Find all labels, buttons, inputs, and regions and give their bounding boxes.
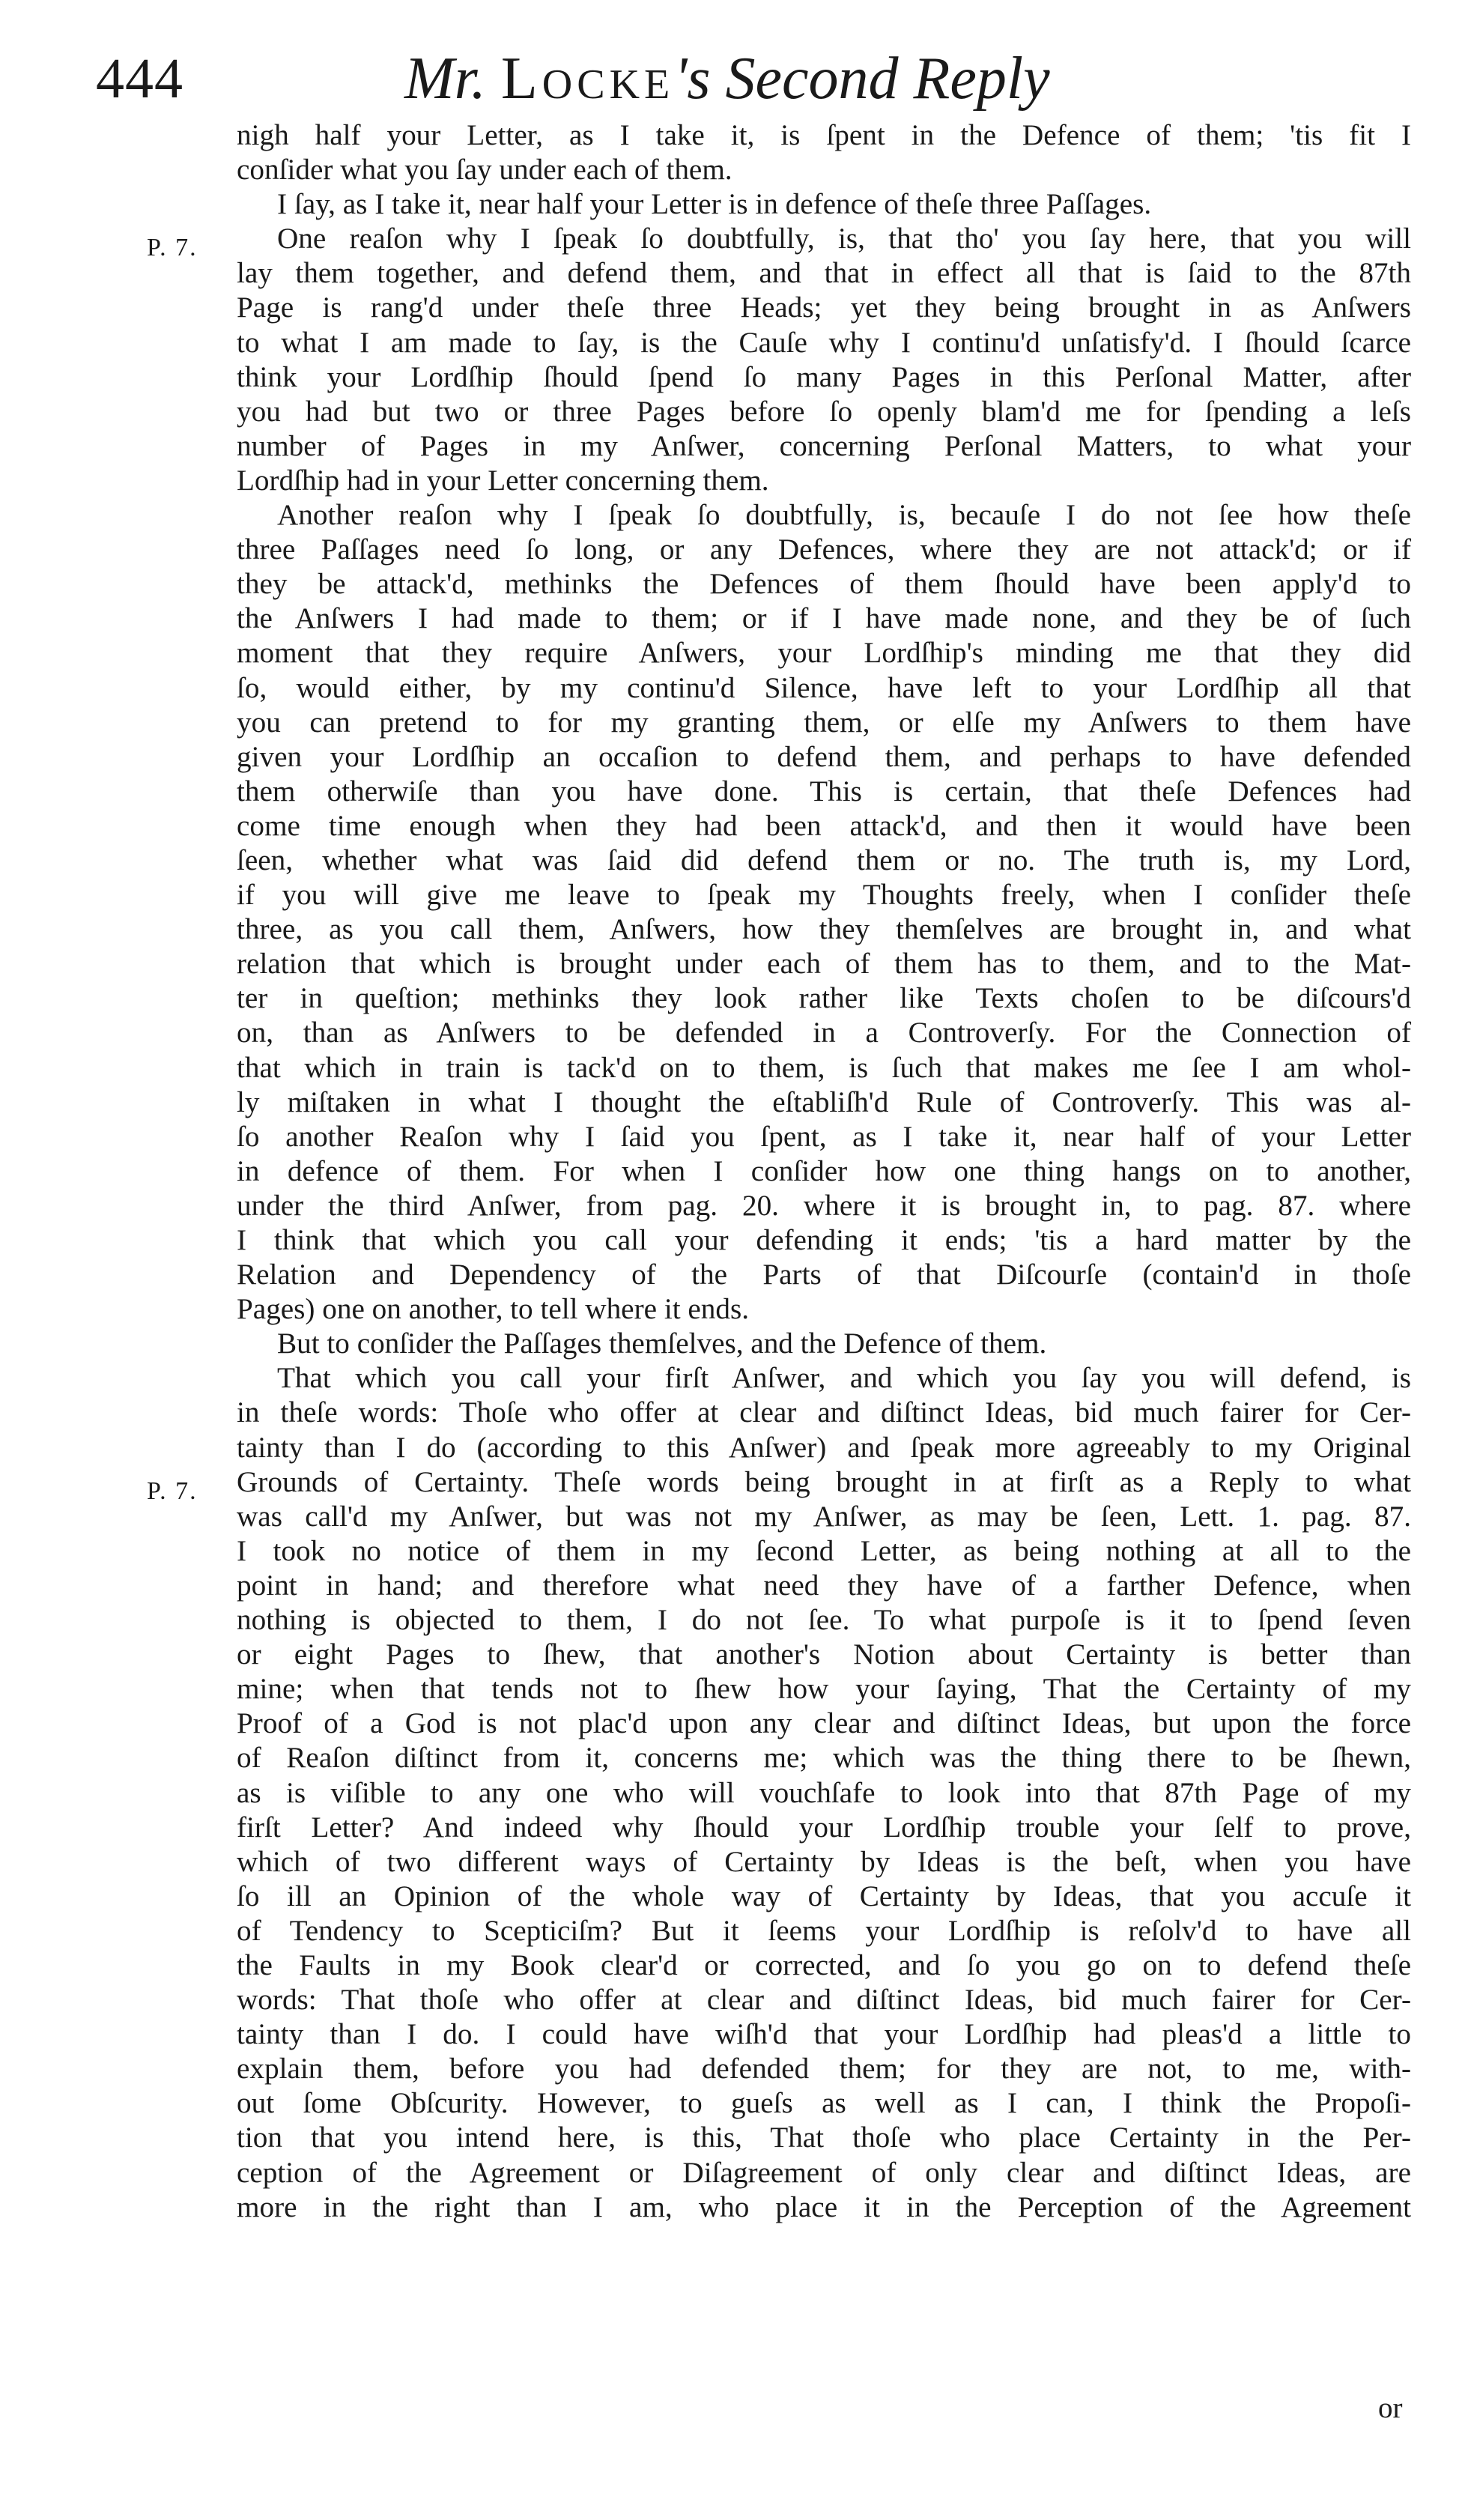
text-line: ter in queſtion; methinks they look rather like Texts choſen to be diſcours'd bbox=[237, 982, 1411, 1015]
margin-note: P. 7. bbox=[147, 234, 198, 261]
running-title bbox=[404, 45, 1228, 113]
text-line: relation that which is brought under each of them has to them, and to the Mat- bbox=[237, 948, 1411, 981]
text-line: Proof of a God is not plac'd upon any clear and diſtinct Ideas, but upon the force bbox=[237, 1707, 1411, 1740]
text-line: Another reaſon why I ſpeak ſo doubtfully, is, becauſe I do not ſee how theſe bbox=[277, 499, 1411, 532]
text-line: tainty than I do (according to this Anſwer) and ſpeak more agreeably to my Original bbox=[237, 1431, 1411, 1464]
text-line: tion that you intend here, is this, That thoſe who place Certainty in the Per- bbox=[237, 2121, 1411, 2154]
running-title-name: Locke bbox=[500, 46, 675, 112]
text-line: I ſay, as I take it, near half your Letter is in defence of theſe three Paſſages. bbox=[277, 188, 1152, 221]
body-text bbox=[237, 118, 1411, 2259]
text-line: ception of the Agreement or Diſagreement of only clear and diſtinct Ideas, are bbox=[237, 2156, 1411, 2189]
text-line: tainty than I do. I could have wiſh'd that your Lordſhip had pleas'd a little to bbox=[237, 2018, 1411, 2051]
text-line: words: That thoſe who offer at clear and diſtinct Ideas, bid much fairer for Cer- bbox=[237, 1984, 1411, 2017]
text-line: That which you call your firſt Anſwer, and which you ſay you will defend, is bbox=[277, 1362, 1411, 1395]
text-line: explain them, before you had defended them; for they are not, to me, with- bbox=[237, 2053, 1411, 2086]
text-line: But to conſider the Paſſages themſelves, and the Defence of them. bbox=[277, 1327, 1047, 1360]
text-line: in theſe words: Thoſe who offer at clear and diſtinct Ideas, bid much fairer for Cer- bbox=[237, 1396, 1411, 1429]
text-line: Grounds of Certainty. Theſe words being brought in at firſt as a Reply to what bbox=[237, 1465, 1411, 1498]
text-line: on, than as Anſwers to be defended in a Controverſy. For the Connection of bbox=[237, 1017, 1411, 1050]
text-line: more in the right than I am, who place it in the Perception of the Agreement bbox=[237, 2190, 1411, 2223]
text-line: ſo, would either, by my continu'd Silence, have left to your Lordſhip all that bbox=[237, 671, 1411, 704]
text-line: mine; when that tends not to ſhew how your ſaying, That the Certainty of my bbox=[237, 1673, 1411, 1706]
text-line: them otherwiſe than you have done. This is certain, that theſe Defences had bbox=[237, 775, 1411, 808]
running-header bbox=[0, 45, 1459, 120]
text-line: out ſome Obſcurity. However, to gueſs as well as I can, I think the Propoſi- bbox=[237, 2087, 1411, 2120]
text-line: of Tendency to Scepticiſm? But it ſeems your Lordſhip is reſolv'd to have all bbox=[237, 1914, 1411, 1947]
page-number: 444 bbox=[96, 47, 183, 110]
text-line: in defence of them. For when I conſider how one thing hangs on to another, bbox=[237, 1154, 1411, 1187]
text-line: under the third Anſwer, from pag. 20. where it is brought in, to pag. 87. where bbox=[237, 1189, 1411, 1222]
text-line: moment that they require Anſwers, your Lordſhip's minding me that they did bbox=[237, 637, 1411, 670]
text-line: they be attack'd, methinks the Defences of them ſhould have been apply'd to bbox=[237, 568, 1411, 601]
text-line: ſo ill an Opinion of the whole way of Certainty by Ideas, that you accuſe it bbox=[237, 1880, 1411, 1912]
text-line: Relation and Dependency of the Parts of that Diſcourſe (contain'd in thoſe bbox=[237, 1259, 1411, 1291]
text-line: of Reaſon diſtinct from it, concerns me; which was the thing there to be ſhewn, bbox=[237, 1742, 1411, 1775]
running-title-prefix: Mr. bbox=[404, 46, 501, 112]
catchword: or bbox=[1378, 2392, 1403, 2424]
text-line: number of Pages in my Anſwer, concerning Perſonal Matters, to what your bbox=[237, 429, 1411, 462]
text-line: which of two different ways of Certainty by Ideas is the beſt, when you have bbox=[237, 1845, 1411, 1878]
text-line: ly miſtaken in what I thought the eſtabliſh'd Rule of Controverſy. This was al- bbox=[237, 1085, 1411, 1118]
text-line: Lordſhip had in your Letter concerning them. bbox=[237, 464, 769, 497]
text-line: given your Lordſhip an occaſion to defend them, and perhaps to have defended bbox=[237, 740, 1411, 773]
text-line: three, as you call them, Anſwers, how they themſelves are brought in, and what bbox=[237, 913, 1411, 946]
text-line: One reaſon why I ſpeak ſo doubtfully, is, that tho' you ſay here, that you will bbox=[277, 222, 1411, 255]
text-line: firſt Letter? And indeed why ſhould your Lordſhip trouble your ſelf to prove, bbox=[237, 1811, 1411, 1844]
text-line: as is viſible to any one who will vouchſafe to look into that 87th Page of my bbox=[237, 1776, 1411, 1809]
text-line: three Paſſages need ſo long, or any Defences, where they are not attack'd; or if bbox=[237, 533, 1411, 566]
margin-note: P. 7. bbox=[147, 1477, 198, 1505]
running-title-suffix: 's Second Reply bbox=[674, 46, 1050, 112]
text-line: you can pretend to for my granting them, or elſe my Anſwers to them have bbox=[237, 706, 1411, 739]
text-line: that which in train is tack'd on to them, is ſuch that makes me ſee I am whol- bbox=[237, 1051, 1411, 1084]
text-line: come time enough when they had been attack'd, and then it would have been bbox=[237, 809, 1411, 842]
text-line: Page is rang'd under theſe three Heads; yet they being brought in as Anſwers bbox=[237, 291, 1411, 324]
text-line: ſeen, whether what was ſaid did defend them or no. The truth is, my Lord, bbox=[237, 843, 1411, 876]
text-line: I think that which you call your defending it ends; 'tis a hard matter by the bbox=[237, 1224, 1411, 1256]
text-line: or eight Pages to ſhew, that another's Notion about Certainty is better than bbox=[237, 1638, 1411, 1671]
text-line: if you will give me leave to ſpeak my Thoughts freely, when I conſider theſe bbox=[237, 879, 1411, 912]
text-line: to what I am made to ſay, is the Cauſe why I continu'd unſatisfy'd. I ſhould ſcarce bbox=[237, 326, 1411, 359]
text-line: Pages) one on another, to tell where it ends. bbox=[237, 1293, 750, 1326]
text-line: lay them together, and defend them, and that in effect all that is ſaid to the 87th bbox=[237, 257, 1411, 290]
text-line: was call'd my Anſwer, but was not my Anſwer, as may be ſeen, Lett. 1. pag. 87. bbox=[237, 1500, 1411, 1533]
text-line: you had but two or three Pages before ſo openly blam'd me for ſpending a leſs bbox=[237, 395, 1411, 428]
text-line: ſo another Reaſon why I ſaid you ſpent, as I take it, near half of your Letter bbox=[237, 1120, 1411, 1153]
text-line bbox=[237, 2225, 1411, 2259]
text-line: the Faults in my Book clear'd or corrected, and ſo you go on to defend theſe bbox=[237, 1948, 1411, 1981]
text-line: think your Lordſhip ſhould ſpend ſo many Pages in this Perſonal Matter, after bbox=[237, 360, 1411, 393]
text-line: I took no notice of them in my ſecond Letter, as being nothing at all to the bbox=[237, 1534, 1411, 1567]
text-line: the Anſwers I had made to them; or if I have made none, and they be of ſuch bbox=[237, 602, 1411, 635]
text-line: nothing is objected to them, I do not ſee. To what purpoſe is it to ſpend ſeven bbox=[237, 1604, 1411, 1637]
text-line: point in hand; and therefore what need they have of a farther Defence, when bbox=[237, 1569, 1411, 1602]
text-line: conſider what you ſay under each of them. bbox=[237, 154, 732, 187]
text-line: nigh half your Letter, as I take it, is ſpent in the Defence of them; 'tis fit I bbox=[237, 119, 1411, 151]
